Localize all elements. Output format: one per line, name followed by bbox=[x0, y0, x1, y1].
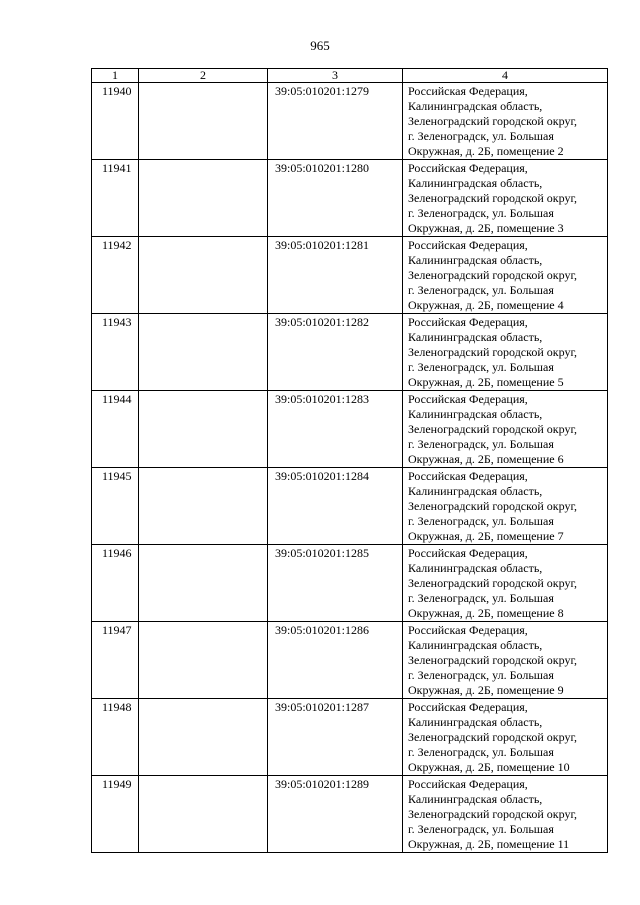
address-text: Российская Федерация, Калининградская область, Зеленоградский городской округ, г. Зеленоградск, ул. Большая Окружная, д. 2Б, помещение 11 bbox=[408, 777, 578, 851]
address-cell bbox=[403, 468, 608, 545]
cadastral-number-cell bbox=[268, 391, 403, 468]
column-header-2: 2 bbox=[139, 69, 268, 83]
row-number-cell bbox=[92, 83, 139, 160]
cadastral-number-text: 39:05:010201:1281 bbox=[275, 238, 370, 252]
table-row bbox=[92, 237, 608, 314]
address-cell bbox=[403, 237, 608, 314]
row-number-text: 11940 bbox=[102, 84, 132, 98]
cadastral-number-cell bbox=[268, 237, 403, 314]
cadastral-number-cell bbox=[268, 314, 403, 391]
cadastral-number-text: 39:05:010201:1286 bbox=[275, 623, 370, 637]
column-2-cell bbox=[139, 699, 268, 776]
row-number-text: 11944 bbox=[102, 392, 132, 406]
column-2-cell bbox=[139, 776, 268, 853]
column-header-1: 1 bbox=[92, 69, 139, 83]
address-text: Российская Федерация, Калининградская область, Зеленоградский городской округ, г. Зеленоградск, ул. Большая Окружная, д. 2Б, помещение 7 bbox=[408, 469, 578, 543]
column-2-cell bbox=[139, 160, 268, 237]
address-cell bbox=[403, 776, 608, 853]
column-2-cell bbox=[139, 545, 268, 622]
column-2-cell bbox=[139, 468, 268, 545]
table-row bbox=[92, 776, 608, 853]
address-cell bbox=[403, 314, 608, 391]
address-cell bbox=[403, 83, 608, 160]
table-row bbox=[92, 314, 608, 391]
row-number-cell bbox=[92, 699, 139, 776]
table-row bbox=[92, 622, 608, 699]
row-number-cell bbox=[92, 545, 139, 622]
cadastral-number-text: 39:05:010201:1280 bbox=[275, 161, 370, 175]
address-text: Российская Федерация, Калининградская область, Зеленоградский городской округ, г. Зеленоградск, ул. Большая Окружная, д. 2Б, помещение 10 bbox=[408, 700, 578, 774]
row-number-text: 11943 bbox=[102, 315, 132, 329]
table-row bbox=[92, 391, 608, 468]
address-cell bbox=[403, 699, 608, 776]
row-number-text: 11947 bbox=[102, 623, 132, 637]
column-2-cell bbox=[139, 391, 268, 468]
address-text: Российская Федерация, Калининградская область, Зеленоградский городской округ, г. Зеленоградск, ул. Большая Окружная, д. 2Б, помещение 6 bbox=[408, 392, 578, 466]
address-text: Российская Федерация, Калининградская область, Зеленоградский городской округ, г. Зеленоградск, ул. Большая Окружная, д. 2Б, помещение 2 bbox=[408, 84, 578, 158]
cadastral-number-text: 39:05:010201:1289 bbox=[275, 777, 370, 791]
address-cell bbox=[403, 622, 608, 699]
row-number-cell bbox=[92, 237, 139, 314]
cadastral-number-text: 39:05:010201:1285 bbox=[275, 546, 370, 560]
cadastral-number-text: 39:05:010201:1284 bbox=[275, 469, 370, 483]
cadastral-number-text: 39:05:010201:1282 bbox=[275, 315, 370, 329]
address-text: Российская Федерация, Калининградская область, Зеленоградский городской округ, г. Зеленоградск, ул. Большая Окружная, д. 2Б, помещение 5 bbox=[408, 315, 578, 389]
address-cell bbox=[403, 160, 608, 237]
address-text: Российская Федерация, Калининградская область, Зеленоградский городской округ, г. Зеленоградск, ул. Большая Окружная, д. 2Б, помещение 3 bbox=[408, 161, 578, 235]
cadastral-number-cell bbox=[268, 622, 403, 699]
registry-table-body bbox=[92, 69, 608, 853]
column-2-cell bbox=[139, 314, 268, 391]
table-row bbox=[92, 160, 608, 237]
column-header-3: 3 bbox=[268, 69, 403, 83]
table-header-row bbox=[92, 69, 608, 83]
cadastral-number-text: 39:05:010201:1283 bbox=[275, 392, 370, 406]
address-text: Российская Федерация, Калининградская область, Зеленоградский городской округ, г. Зеленоградск, ул. Большая Окружная, д. 2Б, помещение 9 bbox=[408, 623, 578, 697]
column-header-4: 4 bbox=[403, 69, 608, 83]
cadastral-number-text: 39:05:010201:1279 bbox=[275, 84, 370, 98]
cadastral-number-cell bbox=[268, 83, 403, 160]
table-row bbox=[92, 545, 608, 622]
registry-table bbox=[91, 68, 608, 853]
table-row bbox=[92, 699, 608, 776]
cadastral-number-cell bbox=[268, 160, 403, 237]
row-number-cell bbox=[92, 776, 139, 853]
column-2-cell bbox=[139, 237, 268, 314]
address-text: Российская Федерация, Калининградская область, Зеленоградский городской округ, г. Зеленоградск, ул. Большая Окружная, д. 2Б, помещение 4 bbox=[408, 238, 578, 312]
page-number: 965 bbox=[310, 38, 330, 53]
cadastral-number-cell bbox=[268, 545, 403, 622]
address-text: Российская Федерация, Калининградская область, Зеленоградский городской округ, г. Зеленоградск, ул. Большая Окружная, д. 2Б, помещение 8 bbox=[408, 546, 578, 620]
row-number-text: 11949 bbox=[102, 777, 132, 791]
row-number-text: 11942 bbox=[102, 238, 132, 252]
address-cell bbox=[403, 545, 608, 622]
cadastral-number-cell bbox=[268, 468, 403, 545]
row-number-cell bbox=[92, 622, 139, 699]
row-number-cell bbox=[92, 160, 139, 237]
cadastral-number-cell bbox=[268, 776, 403, 853]
table-row bbox=[92, 468, 608, 545]
cadastral-number-cell bbox=[268, 699, 403, 776]
row-number-cell bbox=[92, 314, 139, 391]
address-cell bbox=[403, 391, 608, 468]
column-2-cell bbox=[139, 83, 268, 160]
column-2-cell bbox=[139, 622, 268, 699]
cadastral-number-text: 39:05:010201:1287 bbox=[275, 700, 370, 714]
table-row bbox=[92, 83, 608, 160]
row-number-text: 11945 bbox=[102, 469, 132, 483]
row-number-text: 11946 bbox=[102, 546, 132, 560]
row-number-text: 11948 bbox=[102, 700, 132, 714]
row-number-cell bbox=[92, 468, 139, 545]
row-number-cell bbox=[92, 391, 139, 468]
row-number-text: 11941 bbox=[102, 161, 132, 175]
